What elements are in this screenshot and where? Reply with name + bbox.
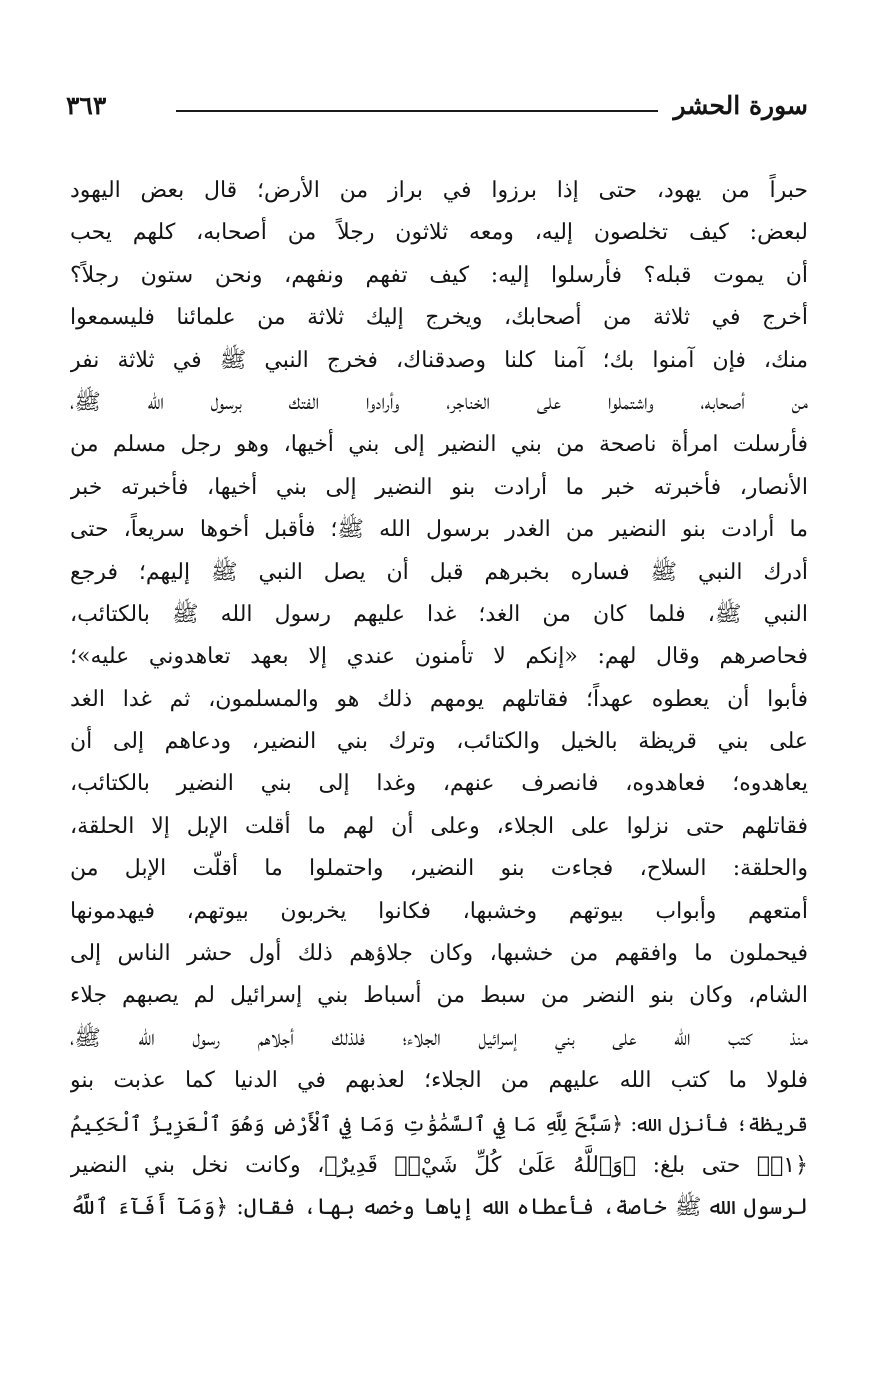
- text-line: أخرج في ثلاثة من أصحابك، ويخرج إليك ثلاثة من علمائنا فليسمعوا: [70, 305, 808, 331]
- text-line: يعاهدوه؛ فعاهدوه، فانصرف عنهم، وغدا إلى بني النضير بالكتائب،: [70, 771, 808, 797]
- text-line: على بني قريظة بالخيل والكتائب، وترك بني النضير، ودعاهم إلى أن: [70, 729, 808, 755]
- text-line: أمتعهم وأبواب بيوتهم وخشبها، فكانوا يخربون بيوتهم، فيهدمونها: [70, 898, 808, 924]
- text-line: ما أرادت بنو النضير من الغدر برسول الله ﷺ؛ فأقبل أخوها سريعاً، حتى: [70, 517, 808, 543]
- text-line: فيحملون ما وافقهم من خشبها، وكان جلاؤهم ذلك أول حشر الناس إلى: [70, 941, 808, 967]
- text-line: من أصحابه، واشتملوا على الخناجر، وأرادوا الفتك برسول الله ﷺ،: [70, 389, 808, 415]
- text-line: الشام، وكان بنو النضر من سبط من أسباط بني إسرائيل لم يصبهم جلاء: [70, 983, 808, 1009]
- surah-title: سورة الحشر: [673, 91, 808, 120]
- text-line: فحاصرهم وقال لهم: «إنكم لا تأمنون عندي إلا بعهد تعاهدوني عليه»؛: [70, 644, 808, 670]
- quran-verse-line: ﴿١﴾﴾ حتى بلغ: ﴿وَٱللَّهُ عَلَىٰ كُلِّ شَيْءٖ قَدِيرٌ﴾، وكانت نخل بني النضير: [70, 1152, 808, 1178]
- text-line: الأنصار، فأخبرته خبر ما أرادت بنو النضير إلى بني أخيها، فأخبرته خبر: [70, 474, 808, 500]
- text-line: النبي ﷺ، فلما كان من الغد؛ غدا عليهم رسول الله ﷺ بالكتائب،: [70, 601, 808, 627]
- text-line: فلولا ما كتب الله عليهم من الجلاء؛ لعذبهم في الدنيا كما عذبت بنو: [70, 1068, 808, 1094]
- text-line: والحلقة: السلاح، فجاءت بنو النضير، واحتملوا ما أقلّت الإبل من: [70, 856, 808, 882]
- quran-verse-line: قريظة؛ فأنزل الله: ﴿سَبَّحَ لِلَّهِ مَا فِي ٱلسَّمَٰوَٰتِ وَمَا فِي ٱلْأَرْضِ وَهُوَ ٱلْعَزِيزُ ٱلْحَكِيمُ: [70, 1111, 808, 1136]
- header-divider: [176, 110, 658, 112]
- text-line: فأبوا أن يعطوه عهداً؛ فقاتلهم يومهم ذلك هو والمسلمون، ثم غدا الغد: [70, 686, 808, 712]
- quran-verse-line: لرسول الله ﷺ خاصة، فأعطاه الله إياها وخصه بها، فقال: ﴿وَمَآ أَفَآءَ ٱللَّهُ: [70, 1195, 808, 1221]
- body-text: [70, 170, 808, 1230]
- text-line: منك، فإن آمنوا بك؛ آمنا كلنا وصدقناك، فخرج النبي ﷺ في ثلاثة نفر: [70, 347, 808, 373]
- text-line: أن يموت قبله؟ فأرسلوا إليه: كيف تفهم ونفهم، ونحن ستون رجلاً؟: [70, 262, 808, 288]
- text-line: فأرسلت امرأة ناصحة من بني النضير إلى بني أخيها، وهو رجل مسلم من: [70, 432, 808, 458]
- page-number: ٣٦٣: [66, 91, 107, 120]
- text-line: لبعض: كيف تخلصون إليه، ومعه ثلاثون رجلاً من أصحابه، كلهم يحب: [70, 220, 808, 246]
- text-line: أدرك النبي ﷺ فساره بخبرهم قبل أن يصل النبي ﷺ إليهم؛ فرجع: [70, 559, 808, 585]
- text-line: حبراً من يهود، حتى إذا برزوا في براز من الأرض؛ قال بعض اليهود: [70, 178, 808, 203]
- text-line: منذ كتب الله على بني إسرائيل الجلاء؛ فلذلك أجلاهم رسول الله ﷺ،: [70, 1025, 808, 1051]
- text-line: فقاتلهم حتى نزلوا على الجلاء، وعلى أن لهم ما أقلت الإبل إلا الحلقة،: [70, 813, 808, 839]
- page-header: [66, 86, 808, 130]
